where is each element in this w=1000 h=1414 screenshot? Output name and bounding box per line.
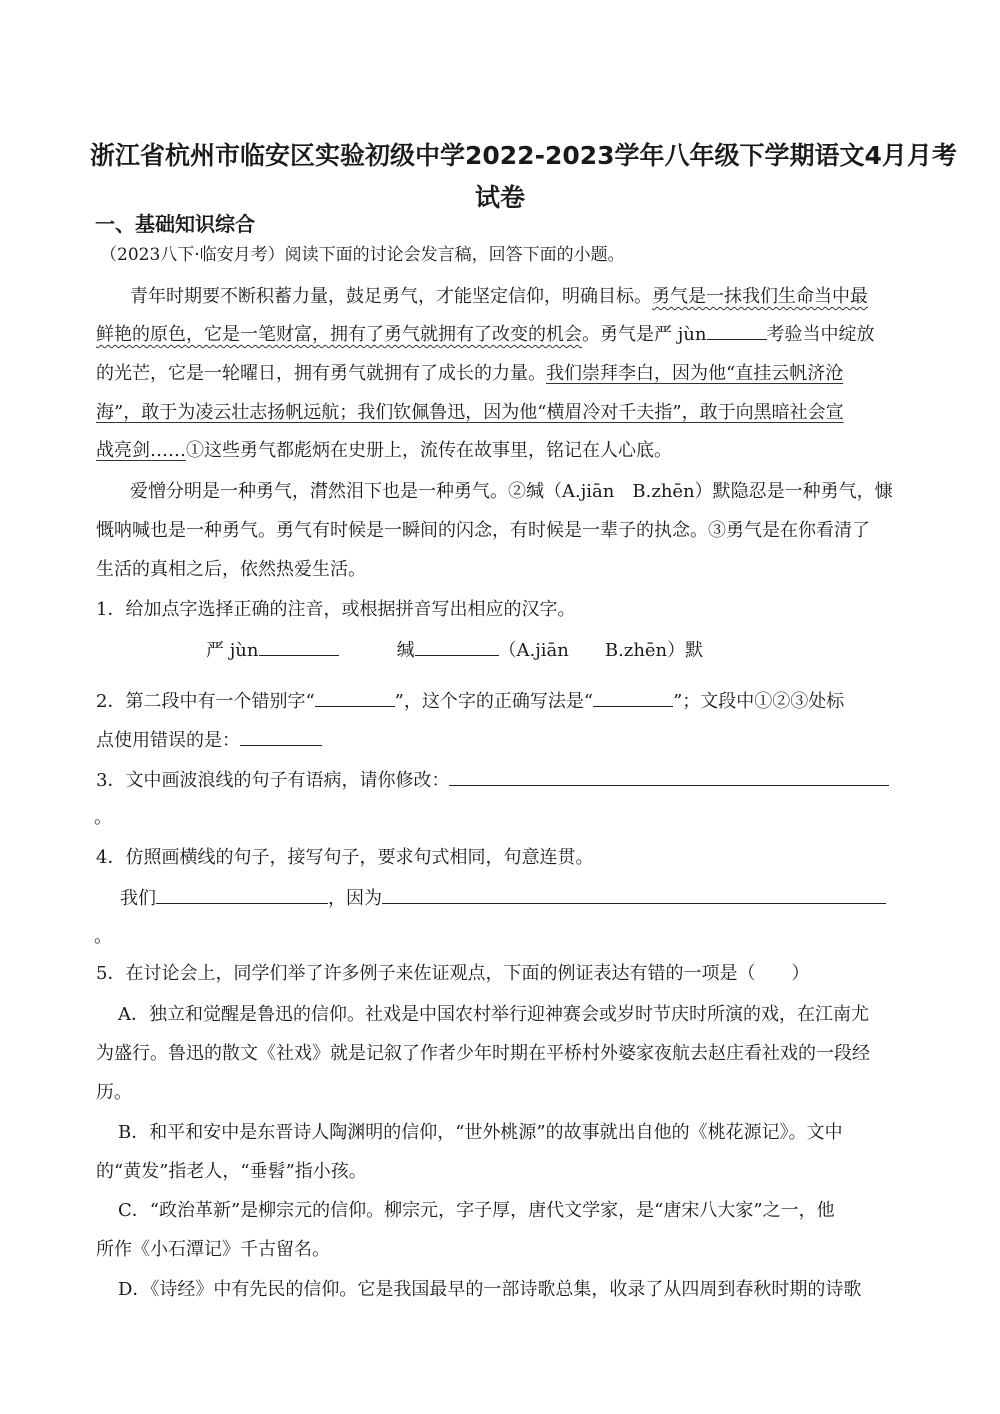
answer-blank[interactable] xyxy=(707,321,767,340)
question-1-items: 严 jùn 缄 （A.jiān B.zhēn）默 xyxy=(206,637,703,663)
question-4: 4．仿照画横线的句子，接写句子，要求句式相同，句意连贯。 xyxy=(96,847,594,868)
passage-line xyxy=(96,401,844,425)
option-c[interactable]: C．“政治革新”是柳宗元的信仰。柳宗元，字子厚，唐代文学家，是“唐宋八大家”之一，他 xyxy=(118,1200,835,1221)
question-3: 3．文中画波浪线的句子有语病，请你修改： xyxy=(96,767,889,793)
passage-line: 的光芒，它是一轮曜日，拥有勇气就拥有了成长的力量。我们崇拜李白，因为他“直挂云帆济沧 xyxy=(96,363,844,384)
option-b[interactable]: B．和平和安中是东晋诗人陶渊明的信仰，“世外桃源”的故事就出自他的《桃花源记》。文中 xyxy=(118,1122,843,1143)
question-3-end: 。 xyxy=(94,807,112,828)
wavy-sentence: 鲜艳的原色，它是一笔财富，拥有了勇气就拥有了改变的机会 xyxy=(96,324,582,345)
underlined-sentence: 我们崇拜李白，因为他“直挂云帆济沧 xyxy=(546,363,844,384)
answer-blank[interactable] xyxy=(449,767,889,786)
passage-line: 爱憎分明是一种勇气，潸然泪下也是一种勇气。②缄（A.jiān B.zhēn）默隐忍是一种勇气，慷 xyxy=(130,481,893,502)
passage-line: 战亮剑……①这些勇气都彪炳在史册上，流传在故事里，铭记在人心底。 xyxy=(96,440,672,461)
passage-line: 生活的真相之后，依然热爱生活。 xyxy=(96,559,366,580)
answer-blank[interactable] xyxy=(415,637,499,656)
question-4-end: 。 xyxy=(94,926,112,947)
underlined-sentence: 海”，敢于为凌云壮志扬帆远航；我们钦佩鲁迅，因为他“横眉冷对千夫指”，敢于向黑暗社会宣 xyxy=(96,402,844,423)
question-5: 5．在讨论会上，同学们举了许多例子来佐证观点，下面的例证表达有错的一项是（ ） xyxy=(96,963,810,984)
question-4-fill: 我们 ，因为 xyxy=(120,885,886,911)
exam-title-line1: 浙江省杭州市临安区实验初级中学2022-2023学年八年级下学期语文4月月考 xyxy=(90,141,957,170)
option-b-cont: 的“黄发”指老人，“垂髫”指小孩。 xyxy=(96,1161,367,1182)
option-d[interactable]: D．《诗经》中有先民的信仰。它是我国最早的一部诗歌总集，收录了从四周到春秋时期的诗歌 xyxy=(118,1279,862,1300)
option-c-cont: 所作《小石潭记》千古留名。 xyxy=(96,1239,330,1260)
answer-blank[interactable] xyxy=(382,885,886,904)
passage-line: 鲜艳的原色，它是一笔财富，拥有了勇气就拥有了改变的机会。勇气是严 jùn 考验当中绽放 xyxy=(96,321,875,347)
answer-blank[interactable] xyxy=(156,885,328,904)
answer-blank[interactable] xyxy=(593,688,673,707)
passage-source: （2023八下·临安月考）阅读下面的讨论会发言稿，回答下面的小题。 xyxy=(100,245,625,265)
answer-blank[interactable] xyxy=(315,688,395,707)
question-1: 1．给加点字选择正确的注音，或根据拼音写出相应的汉字。 xyxy=(96,599,576,620)
answer-blank[interactable] xyxy=(240,727,322,746)
wavy-sentence: 勇气是一抹我们生命当中最 xyxy=(652,286,868,307)
exam-title-line2: 试卷 xyxy=(474,183,525,212)
passage-line: 慨呐喊也是一种勇气。勇气有时候是一瞬间的闪念，有时候是一辈子的执念。③勇气是在你看清了 xyxy=(96,520,870,541)
answer-blank[interactable] xyxy=(259,637,339,656)
option-a-cont: 历。 xyxy=(96,1082,132,1103)
question-2-cont: 点使用错误的是： xyxy=(96,727,322,753)
question-2: 2．第二段中有一个错别字“ ”，这个字的正确写法是“ ”；文段中①②③处标 xyxy=(96,688,844,714)
underlined-sentence: 战亮剑…… xyxy=(96,440,186,461)
section-heading: 一、基础知识综合 xyxy=(95,212,255,236)
option-a[interactable]: A．独立和觉醒是鲁迅的信仰。社戏是中国农村举行迎神赛会或岁时节庆时所演的戏，在江南尤 xyxy=(118,1004,869,1025)
passage-line: 青年时期要不断积蓄力量，鼓足勇气，才能坚定信仰，明确目标。勇气是一抹我们生命当中最 xyxy=(130,286,868,307)
option-a-cont: 为盛行。鲁迅的散文《社戏》就是记叙了作者少年时期在平桥村外婆家夜航去赵庄看社戏的一段经 xyxy=(96,1043,870,1064)
